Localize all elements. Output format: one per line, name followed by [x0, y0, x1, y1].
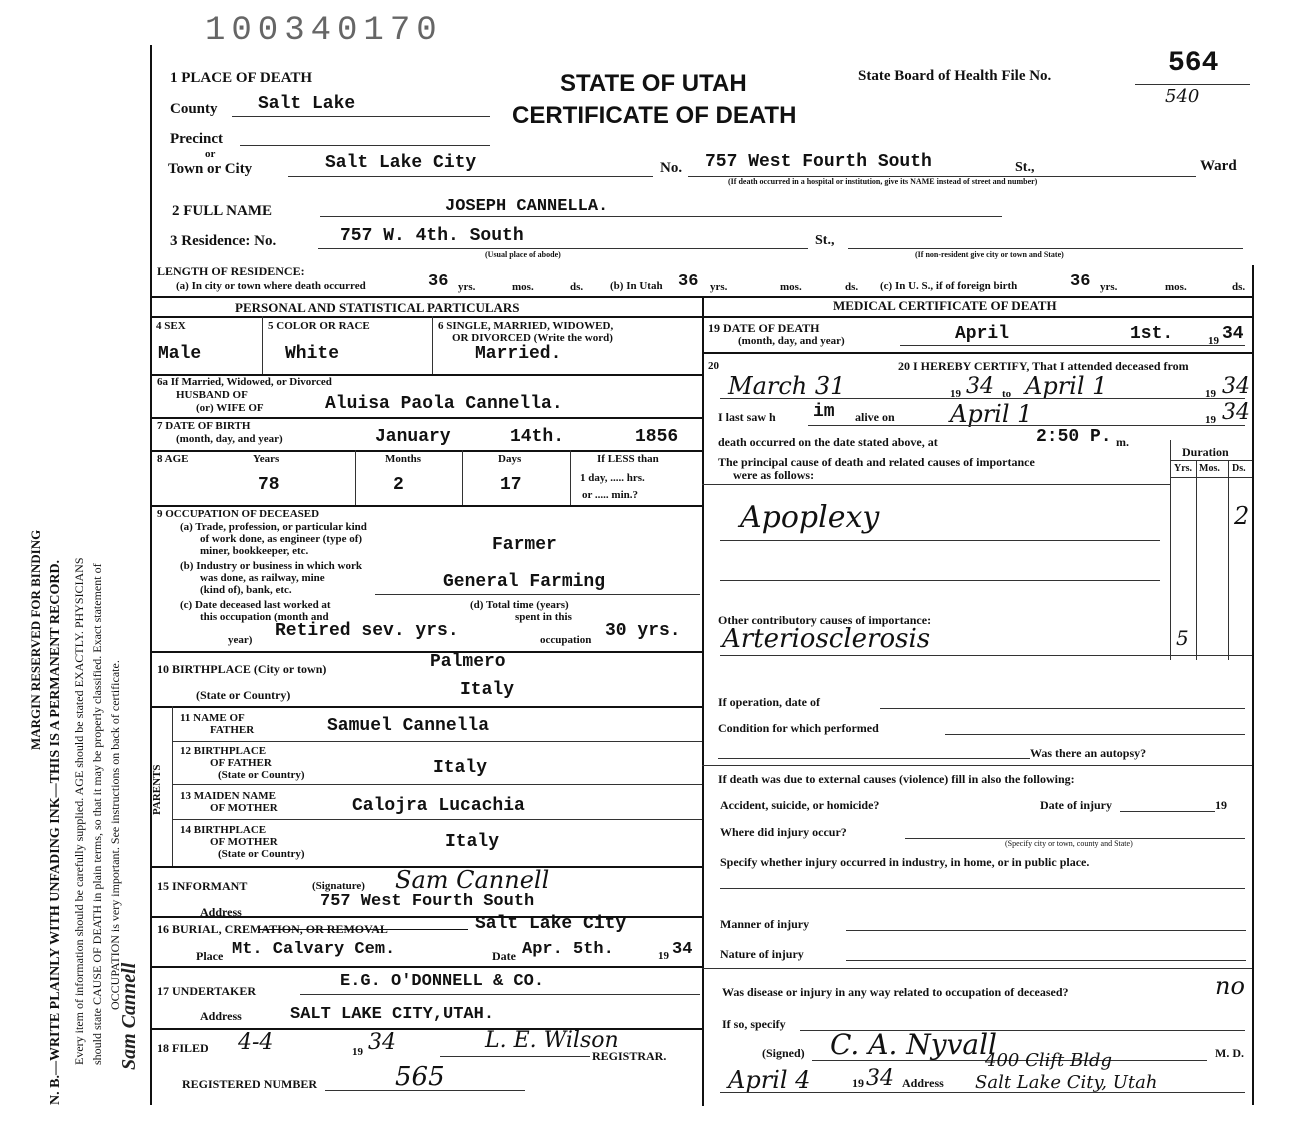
state-title: STATE OF UTAH	[560, 70, 747, 97]
attended-to-year: 34	[1222, 374, 1250, 399]
spouse-label-2: HUSBAND OF	[176, 389, 248, 401]
duration-ds-col: Ds.	[1232, 463, 1246, 474]
specify-injury-label: Specify whether injury occurred in industry, in home, or in public place.	[720, 855, 1090, 869]
non-resident-note: (If non-resident give city or town and State)	[915, 250, 1064, 259]
town-label: Town or City	[168, 161, 253, 177]
burial-place: Mt. Calvary Cem.	[232, 940, 396, 959]
signed-year: 34	[866, 1066, 894, 1091]
registered-number-label: REGISTERED NUMBER	[182, 1077, 318, 1091]
length-of-residence-label: LENGTH OF RESIDENCE:	[157, 264, 305, 278]
registrar-signature: L. E. Wilson	[485, 1028, 619, 1053]
ward-label: Ward	[1200, 158, 1237, 174]
nature-injury-label: Nature of injury	[720, 947, 804, 961]
residence-value: 757 W. 4th. South	[340, 226, 524, 246]
residence-st-label: St.,	[815, 233, 835, 248]
cause-of-death: Apoplexy	[740, 500, 880, 535]
margin-reserved-text: MARGIN RESERVED FOR BINDING	[28, 529, 43, 750]
full-name-label: 2 FULL NAME	[172, 203, 273, 219]
father-birth-label-1: 12 BIRTHPLACE	[180, 745, 267, 757]
age-months-label: Months	[385, 453, 422, 465]
contributory-cause: Arteriosclerosis	[722, 624, 931, 654]
spouse-value: Aluisa Paola Cannella.	[325, 394, 563, 414]
registrar-label: REGISTRAR.	[592, 1049, 667, 1063]
residence-utah-label: (b) In Utah	[610, 280, 663, 292]
burial-year: 34	[672, 940, 693, 959]
undertaker-address: SALT LAKE CITY,UTAH.	[290, 1005, 495, 1024]
residence-city-label: (a) In city or town where death occurred	[176, 280, 366, 292]
occupation-c-line1: (c) Date deceased last worked at	[180, 599, 331, 611]
county-label: County	[170, 101, 218, 117]
margin-instructions-line3: OCCUPATION is very important. See instructions on back of certificate.	[108, 660, 122, 1010]
undertaker-address-label: Address	[200, 1009, 242, 1023]
operation-label: If operation, date of	[718, 695, 820, 709]
residence-us-mos: mos.	[1165, 281, 1187, 293]
age-months: 2	[393, 475, 404, 495]
residence-city-ds: ds.	[570, 281, 584, 293]
spouse-label-1: 6a If Married, Widowed, or Divorced	[157, 376, 332, 388]
death-time-suffix: m.	[1116, 435, 1129, 449]
residence-city-years: 36	[428, 272, 449, 291]
occupation-d-line1: (d) Total time (years)	[470, 599, 569, 611]
residence-us-years: 36	[1070, 272, 1091, 291]
burial-city: Salt Lake City	[475, 914, 627, 934]
mother-name: Calojra Lucachia	[352, 796, 525, 816]
md-label: M. D.	[1215, 1046, 1244, 1060]
marital-label-1: 6 SINGLE, MARRIED, WIDOWED,	[438, 320, 614, 332]
age-label: 8 AGE	[157, 453, 189, 465]
sex-label: 4 SEX	[156, 320, 186, 332]
attended-from-year-prefix: 19	[950, 388, 961, 400]
race-value: White	[285, 344, 340, 364]
informant-label: 15 INFORMANT	[157, 879, 248, 893]
industry-value: General Farming	[443, 572, 606, 592]
mother-label-1: 13 MAIDEN NAME	[180, 790, 276, 802]
signed-label: (Signed)	[762, 1046, 805, 1060]
father-birth-label-3: (State or Country)	[218, 769, 305, 781]
burial-label: 16 BURIAL, CREMATION, OR REMOVAL	[157, 922, 388, 936]
dob-month: January	[375, 427, 451, 447]
age-days: 17	[500, 475, 522, 495]
sex-value: Male	[158, 344, 202, 364]
father-name: Samuel Cannella	[327, 716, 490, 736]
date-of-death-year: 34	[1222, 324, 1244, 344]
last-saw-label: I last saw h	[718, 410, 776, 424]
burial-date-label: Date	[492, 949, 516, 963]
occupation-b-line1: (b) Industry or business in which work	[180, 560, 362, 572]
occupation-a-line3: miner, bookkeeper, etc.	[200, 545, 309, 557]
precinct-label: Precinct	[170, 131, 224, 147]
filed-year-prefix: 19	[352, 1046, 363, 1058]
undertaker-label: 17 UNDERTAKER	[157, 984, 257, 998]
accident-label: Accident, suicide, or homicide?	[720, 798, 880, 812]
death-time-label: death occurred on the date stated above, at	[718, 435, 938, 449]
or-label: or	[205, 148, 216, 160]
occupation-value: Farmer	[492, 535, 557, 555]
race-label: 5 COLOR OR RACE	[268, 320, 370, 332]
street-no-label: No.	[660, 160, 683, 176]
dob-day: 14th.	[510, 427, 565, 447]
age-years-label: Years	[253, 453, 280, 465]
county-value: Salt Lake	[258, 94, 356, 114]
last-worked-value: Retired sev. yrs.	[275, 621, 459, 641]
cause-label-2: were as follows:	[733, 468, 815, 482]
contributory-duration-years: 5	[1176, 626, 1189, 650]
less-than-label: If LESS than	[597, 453, 659, 465]
occupation-a-line2: of work done, as engineer (type of)	[200, 533, 363, 545]
alive-on-label: alive on	[855, 410, 895, 424]
less-than-minutes: or ..... min.?	[582, 489, 639, 501]
occupation-heading: 9 OCCUPATION OF DECEASED	[157, 508, 320, 520]
autopsy-label: Was there an autopsy?	[1030, 746, 1147, 760]
where-injury-note: (Specify city or town, county and State)	[1005, 839, 1133, 848]
certificate-title: CERTIFICATE OF DEATH	[512, 102, 797, 129]
signed-year-prefix: 19	[852, 1076, 864, 1090]
physician-signature: C. A. Nyvall	[830, 1028, 997, 1061]
margin-handwritten-signature: Sam Cannell	[118, 962, 140, 1070]
residence-utah-mos: mos.	[780, 281, 802, 293]
place-of-death-heading: 1 PLACE OF DEATH	[170, 70, 313, 86]
attended-to-year-prefix: 19	[1205, 388, 1216, 400]
father-birth-label-2: OF FATHER	[210, 757, 272, 769]
residence-us-ds: ds.	[1232, 281, 1246, 293]
where-injury-label: Where did injury occur?	[720, 825, 847, 839]
occupation-d-line2: spent in this	[515, 611, 572, 623]
signed-date: April 4	[728, 1066, 811, 1094]
cause-label-1: The principal cause of death and related causes of importance	[718, 455, 1035, 469]
burial-year-prefix: 19	[658, 950, 669, 962]
street-st-label: St.,	[1015, 160, 1035, 175]
physician-address-line1: 400 Clift Bldg	[985, 1050, 1113, 1071]
mother-birth-label-2: OF MOTHER	[210, 836, 278, 848]
manner-injury-label: Manner of injury	[720, 917, 810, 931]
usual-abode-note: (Usual place of abode)	[485, 250, 561, 259]
occupation-c-line2: this occupation (month and	[200, 611, 329, 623]
last-saw-pronoun: im	[813, 402, 835, 422]
alive-year: 34	[1222, 400, 1250, 425]
filed-date: 4-4	[238, 1030, 274, 1055]
informant-signature: Sam Cannell	[395, 866, 550, 894]
dob-year: 1856	[635, 427, 679, 447]
alive-year-prefix: 19	[1205, 414, 1216, 426]
occupation-c-line3: year)	[228, 634, 253, 646]
date-of-death-month: April	[955, 324, 1010, 344]
informant-signature-label: (Signature)	[312, 880, 365, 892]
dob-label-1: 7 DATE OF BIRTH	[157, 420, 251, 432]
date-of-death-day: 1st.	[1130, 324, 1174, 344]
mother-birth-label-1: 14 BIRTHPLACE	[180, 824, 267, 836]
town-value: Salt Lake City	[325, 153, 477, 173]
duration-label: Duration	[1182, 445, 1229, 459]
death-time: 2:50 P.	[1036, 427, 1112, 447]
marital-label-2: OR DIVORCED (Write the word)	[452, 332, 613, 344]
informant-address-label: Address	[200, 905, 242, 919]
residence-utah-yrs: yrs.	[710, 281, 728, 293]
attended-from-year: 34	[966, 374, 994, 399]
residence-city-mos: mos.	[512, 281, 534, 293]
attended-from-date: March 31	[728, 372, 846, 400]
occupation-related-value: no	[1215, 972, 1245, 1000]
birthplace-label: 10 BIRTHPLACE (City or town)	[157, 662, 327, 676]
birthplace-city: Palmero	[430, 652, 506, 672]
registered-number: 565	[395, 1062, 445, 1092]
father-birthplace: Italy	[433, 758, 488, 778]
if-so-label: If so, specify	[722, 1017, 786, 1031]
residence-city-yrs: yrs.	[458, 281, 476, 293]
personal-heading: PERSONAL AND STATISTICAL PARTICULARS	[235, 300, 520, 315]
date-of-death-year-prefix: 19	[1208, 335, 1219, 347]
parents-side-label: PARENTS	[151, 764, 163, 815]
injury-year-prefix: 19	[1215, 798, 1227, 812]
total-time-value: 30 yrs.	[605, 621, 681, 641]
injury-date-label: Date of injury	[1040, 798, 1112, 812]
medical-heading: MEDICAL CERTIFICATE OF DEATH	[833, 298, 1057, 313]
occupation-related-label: Was disease or injury in any way related to occupation of deceased?	[722, 985, 1069, 999]
mother-birth-label-3: (State or Country)	[218, 848, 305, 860]
file-number: 564	[1168, 48, 1219, 79]
cause-duration-days: 2	[1234, 502, 1250, 530]
physician-address-label: Address	[902, 1076, 944, 1090]
father-label-1: 11 NAME OF	[180, 712, 245, 724]
undertaker-name: E.G. O'DONNELL & CO.	[340, 972, 545, 991]
residence-utah-years: 36	[678, 272, 699, 291]
spouse-label-3: (or) WIFE OF	[196, 402, 264, 414]
occupation-b-line3: (kind of), bank, etc.	[200, 584, 292, 596]
margin-instructions-line1: Every item of information should be carefully supplied. AGE should be stated EXACTLY. PHYSICIANS	[72, 557, 86, 1065]
burial-place-label: Place	[196, 949, 224, 963]
full-name-value: JOSEPH CANNELLA.	[445, 197, 609, 216]
physician-address-line2: Salt Lake City, Utah	[975, 1072, 1158, 1093]
occupation-a-line1: (a) Trade, profession, or particular kind	[180, 521, 367, 533]
alive-on-date: April 1	[950, 400, 1033, 428]
date-of-death-label-2: (month, day, and year)	[738, 335, 845, 347]
attended-to-date: April 1	[1025, 372, 1108, 400]
father-label-2: FATHER	[210, 724, 255, 736]
occupation-d-line3: occupation	[540, 634, 592, 646]
mother-label-2: OF MOTHER	[210, 802, 278, 814]
margin-permanent-record-text: N. B.—WRITE PLAINLY WITH UNFADING INK—THIS IS A PERMANENT RECORD.	[48, 559, 63, 1105]
informant-address: 757 West Fourth South	[320, 892, 535, 911]
file-number-alt: 540	[1165, 86, 1200, 107]
street-value: 757 West Fourth South	[705, 152, 932, 172]
less-than-hours: 1 day, ..... hrs.	[580, 472, 645, 484]
certify-label: 20 I HEREBY CERTIFY, That I attended deceased from	[898, 359, 1189, 373]
burial-date: Apr. 5th.	[522, 940, 614, 959]
external-causes-label: If death was due to external causes (violence) fill in also the following:	[718, 772, 1075, 786]
duration-yrs-col: Yrs.	[1174, 463, 1193, 474]
residence-utah-ds: ds.	[845, 281, 859, 293]
occupation-b-line2: was done, as railway, mine	[200, 572, 325, 584]
marital-value: Married.	[475, 344, 562, 364]
birthplace-country: Italy	[460, 680, 515, 700]
hospital-note: (If death occurred in a hospital or institution, give its NAME instead of street and number)	[728, 177, 1038, 186]
file-number-label: State Board of Health File No.	[858, 68, 1052, 84]
birthplace-state-label: (State or Country)	[196, 688, 291, 702]
residence-us-label: (c) In U. S., if of foreign birth	[880, 280, 1018, 292]
contributory-label: Other contributory causes of importance:	[718, 613, 932, 627]
duration-mos-col: Mos.	[1199, 463, 1220, 474]
filed-label: 18 FILED	[157, 1041, 209, 1055]
filed-year: 34	[368, 1030, 396, 1055]
margin-instructions-line2: should state CAUSE OF DEATH in plain terms, so that it may be properly classified. Exact statement of	[90, 563, 104, 1065]
mother-birthplace: Italy	[445, 832, 500, 852]
age-years: 78	[258, 475, 280, 495]
item-20: 20	[708, 360, 719, 372]
residence-us-yrs: yrs.	[1100, 281, 1118, 293]
residence-label: 3 Residence: No.	[170, 233, 277, 249]
attended-to-label: to	[1002, 388, 1012, 400]
dob-label-2: (month, day, and year)	[176, 433, 283, 445]
condition-label: Condition for which performed	[718, 721, 879, 735]
age-days-label: Days	[498, 453, 522, 465]
date-of-death-label-1: 19 DATE OF DEATH	[708, 321, 820, 335]
serial-number: 100340170	[205, 12, 443, 50]
